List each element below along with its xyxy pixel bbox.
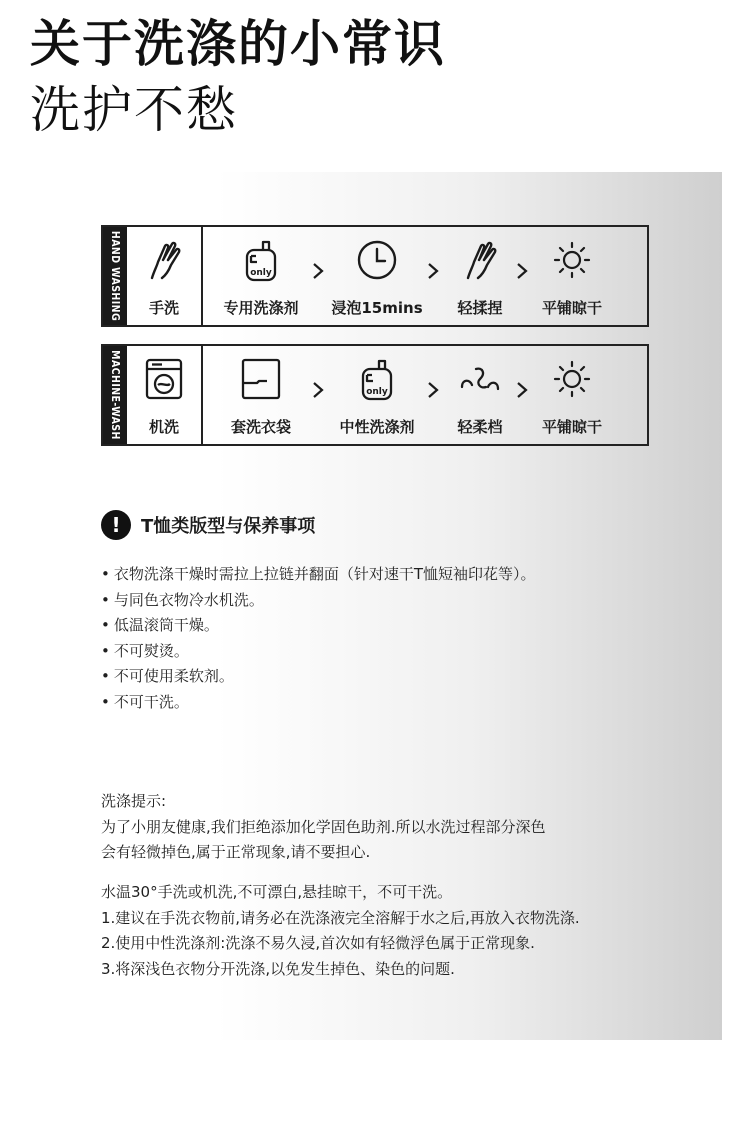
machine-wash-step-label: 中性洗涤剂 — [339, 418, 415, 436]
instruction-line: 水温30°手洗或机洗,不可漂白,悬挂晾干，不可干洗。 — [101, 883, 453, 901]
hand-wash-step — [441, 227, 519, 325]
chevron-right-icon — [311, 380, 325, 400]
chevron-right-icon — [426, 261, 440, 281]
list-item: • 不可使用柔软剂。 — [101, 664, 536, 690]
clock-icon — [355, 238, 399, 282]
machine-wash-side-label: MACHINE-WASH — [109, 350, 121, 440]
page-title: 关于洗涤的小常识 — [30, 15, 446, 73]
detergent-bottle-icon — [355, 357, 399, 401]
hand-wash-step — [327, 227, 427, 325]
hand-wash-category-label: 手洗 — [148, 299, 180, 317]
exclamation-icon: ! — [101, 510, 131, 540]
hand-washing-side-tab — [103, 227, 127, 325]
hand-wash-category — [127, 227, 203, 325]
machine-wash-step-label: 平铺晾干 — [541, 418, 603, 436]
wash-tips-heading: 洗涤提示: — [101, 792, 167, 810]
list-item: • 与同色衣物冷水机洗。 — [101, 588, 536, 614]
chevron-right-icon — [515, 380, 529, 400]
chevron-right-icon — [426, 380, 440, 400]
care-notice-list — [101, 562, 536, 716]
detergent-bottle-icon — [239, 238, 283, 282]
hand-wash-step-label: 浸泡15mins — [331, 299, 423, 317]
machine-wash-step — [215, 346, 307, 444]
gentle-cycle-icon — [458, 357, 502, 401]
hand-wash-step — [531, 227, 613, 325]
machine-wash-category-label: 机洗 — [148, 418, 180, 436]
list-item: • 不可干洗。 — [101, 690, 536, 716]
list-item: • 衣物洗涤干燥时需拉上拉链并翻面（针对速干T恤短袖印花等）。 — [101, 562, 536, 588]
hand-wash-step-label: 专用洗涤剂 — [223, 299, 299, 317]
hand-wash-step — [215, 227, 307, 325]
wash-tips — [101, 789, 546, 866]
machine-wash-step — [327, 346, 427, 444]
hand-washing-panel — [101, 225, 649, 327]
machine-wash-step-label: 轻柔档 — [457, 418, 503, 436]
hand-washing-side-label: HAND WASHING — [109, 230, 121, 322]
machine-wash-category — [127, 346, 203, 444]
detergent-bottle-icon-text: only — [366, 387, 388, 397]
chevron-right-icon — [515, 261, 529, 281]
machine-wash-step — [441, 346, 519, 444]
sun-icon — [550, 357, 594, 401]
instruction-line: 1.建议在手洗衣物前,请务必在洗涤液完全溶解于水之后,再放入衣物洗涤. — [101, 908, 580, 927]
wash-instructions — [101, 880, 580, 982]
list-item: • 低温滚筒干燥。 — [101, 613, 536, 639]
page-subtitle: 洗护不愁 — [30, 81, 238, 139]
detergent-bottle-icon-text: only — [250, 268, 272, 278]
sun-icon — [550, 238, 594, 282]
instruction-line: 3.将深浅色衣物分开洗涤,以免发生掉色、染色的问题. — [101, 959, 455, 978]
wash-tips-line: 会有轻微掉色,属于正常现象,请不要担心. — [101, 843, 371, 861]
machine-wash-side-tab — [103, 346, 127, 444]
instruction-line: 2.使用中性洗涤剂:洗涤不易久浸,首次如有轻微浮色属于正常现象. — [101, 934, 535, 952]
hand-wash-step-label: 轻揉捏 — [457, 299, 503, 317]
hand-icon — [458, 238, 502, 282]
laundry-bag-icon — [239, 357, 283, 401]
hand-icon — [142, 238, 186, 282]
machine-wash-step-label: 套洗衣袋 — [230, 418, 292, 436]
washing-machine-icon — [142, 357, 186, 401]
hand-wash-step-label: 平铺晾干 — [541, 299, 603, 317]
chevron-right-icon — [311, 261, 325, 281]
wash-tips-line: 为了小朋友健康,我们拒绝添加化学固色助剂.所以水洗过程部分深色 — [101, 817, 546, 836]
care-notice-title: T恤类版型与保养事项 — [141, 516, 316, 537]
machine-wash-panel — [101, 344, 649, 446]
list-item: • 不可熨烫。 — [101, 639, 536, 665]
machine-wash-step — [531, 346, 613, 444]
